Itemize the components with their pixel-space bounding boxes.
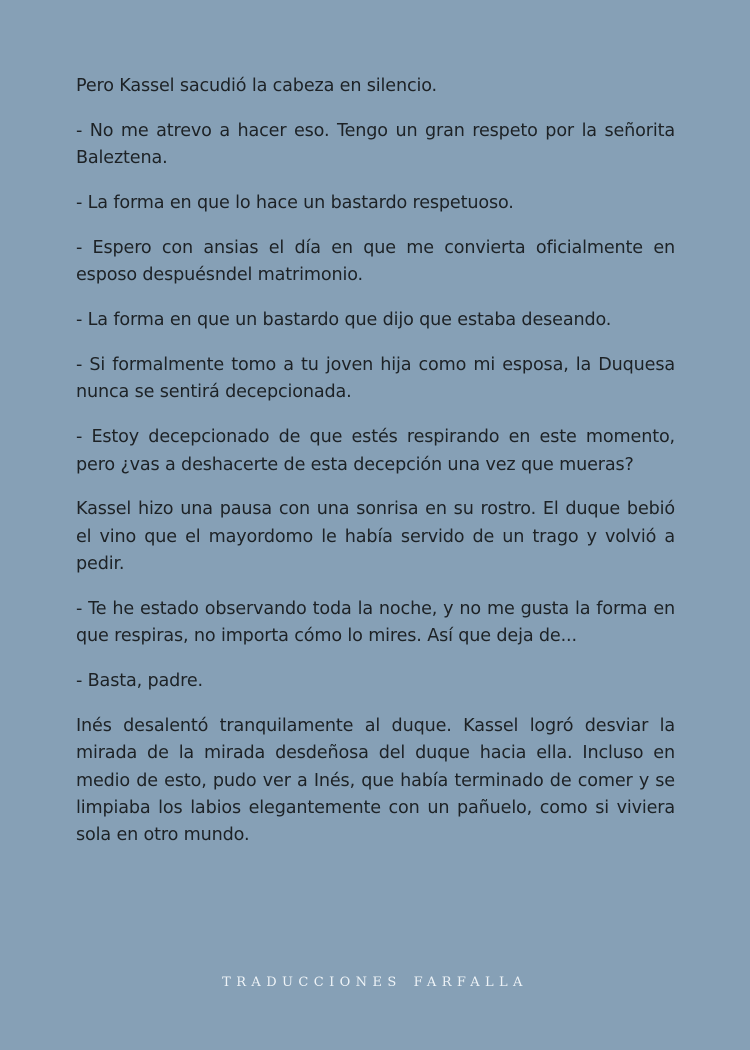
paragraph: - Estoy decepcionado de que estés respirando en este momento, pero ¿vas a deshacerte de esta decepción una vez que mueras? xyxy=(76,427,675,475)
paragraph: - Si formalmente tomo a tu joven hija como mi esposa, la Duquesa nunca se sentirá decepcionada. xyxy=(76,355,675,403)
paragraph: - No me atrevo a hacer eso. Tengo un gran respeto por la señorita Baleztena. xyxy=(76,120,675,169)
paragraph: - Espero con ansias el día en que me convierta oficialmente en esposo despuésndel matrimonio. xyxy=(76,237,675,286)
paragraph: - La forma en que lo hace un bastardo respetuoso. xyxy=(76,193,514,214)
footer-word-2: FARFALLA xyxy=(413,975,528,990)
paragraph: - Basta, padre. xyxy=(76,671,203,692)
footer-word-1: TRADUCCIONES xyxy=(222,975,402,990)
paragraph: - La forma en que un bastardo que dijo que estaba deseando. xyxy=(76,310,612,331)
document-body xyxy=(76,73,675,867)
paragraph: Kassel hizo una pausa con una sonrisa en su rostro. El duque bebió el vino que el mayordomo le había servido de un trago y volvió a pedir. xyxy=(76,499,675,575)
translator-credit-footer xyxy=(0,975,750,990)
paragraph: Pero Kassel sacudió la cabeza en silencio. xyxy=(76,76,437,96)
paragraph: Inés desalentó tranquilamente al duque. Kassel logró desviar la mirada de la mirada desdeñosa del duque hacia ella. Incluso en medio de esto, pudo ver a Inés, que había terminado de comer y se limpiaba los labios elegantemente con un pañuelo, como si viviera sola en otro mundo. xyxy=(76,715,675,846)
paragraph: - Te he estado observando toda la noche, y no me gusta la forma en que respiras, no importa cómo lo mires. Así que deja de... xyxy=(76,598,675,647)
